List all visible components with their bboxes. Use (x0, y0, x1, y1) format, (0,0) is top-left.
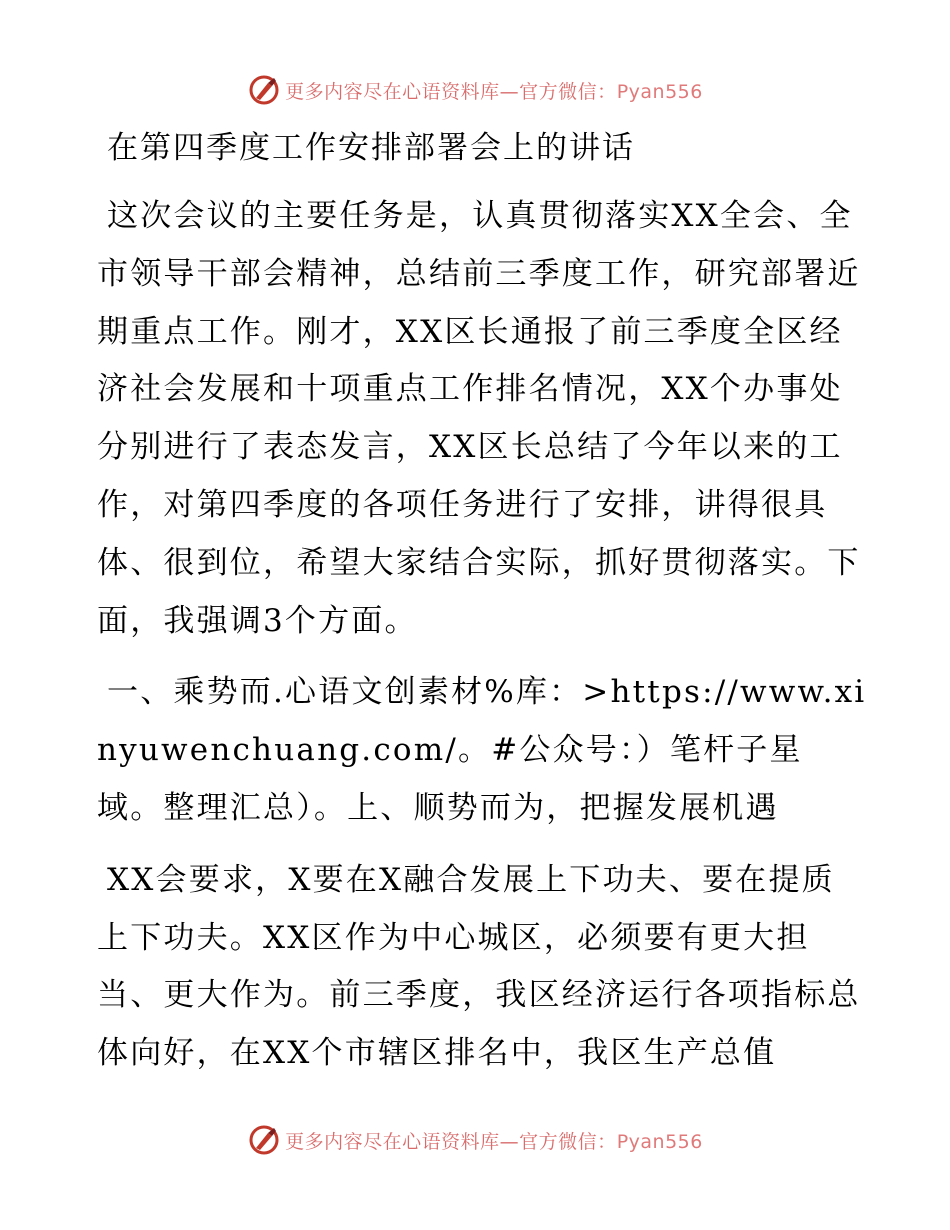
banner-text: 更多内容尽在心语资料库—官方微信：Pyan556 (285, 1130, 703, 1153)
document-body (97, 120, 867, 1097)
footer-banner (0, 1120, 950, 1160)
header-banner (0, 70, 950, 110)
banner-text: 更多内容尽在心语资料库—官方微信：Pyan556 (285, 80, 703, 103)
logo-icon (247, 73, 281, 107)
paragraph: 一、乘势而.心语文创素材%库：>https://www.xinyuwenchuang.com/。#公众号：）笔杆子星域。整理汇总）。上、顺势而为，把握发展机遇 (97, 674, 867, 826)
document-title: 在第四季度工作安排部署会上的讲话 (107, 130, 635, 166)
paragraph: XX会要求，X要在X融合发展上下功夫、要在提质上下功夫。XX区作为中心城区，必须要有更大担当、更大作为。前三季度，我区经济运行各项指标总体向好，在XX个市辖区排名中，我区生产总值 (97, 861, 861, 1072)
logo-icon (247, 1123, 281, 1157)
paragraph: 这次会议的主要任务是，认真贯彻落实XX全会、全市领导干部会精神，总结前三季度工作，研究部署近期重点工作。刚才，XX区长通报了前三季度全区经济社会发展和十项重点工作排名情况，XX个办事处分别进行了表态发言，XX区长总结了今年以来的工作，对第四季度的各项任务进行了安排，讲得很具体、很到位，希望大家结合实际，抓好贯彻落实。下面，我强调3个方面。 (97, 198, 861, 639)
